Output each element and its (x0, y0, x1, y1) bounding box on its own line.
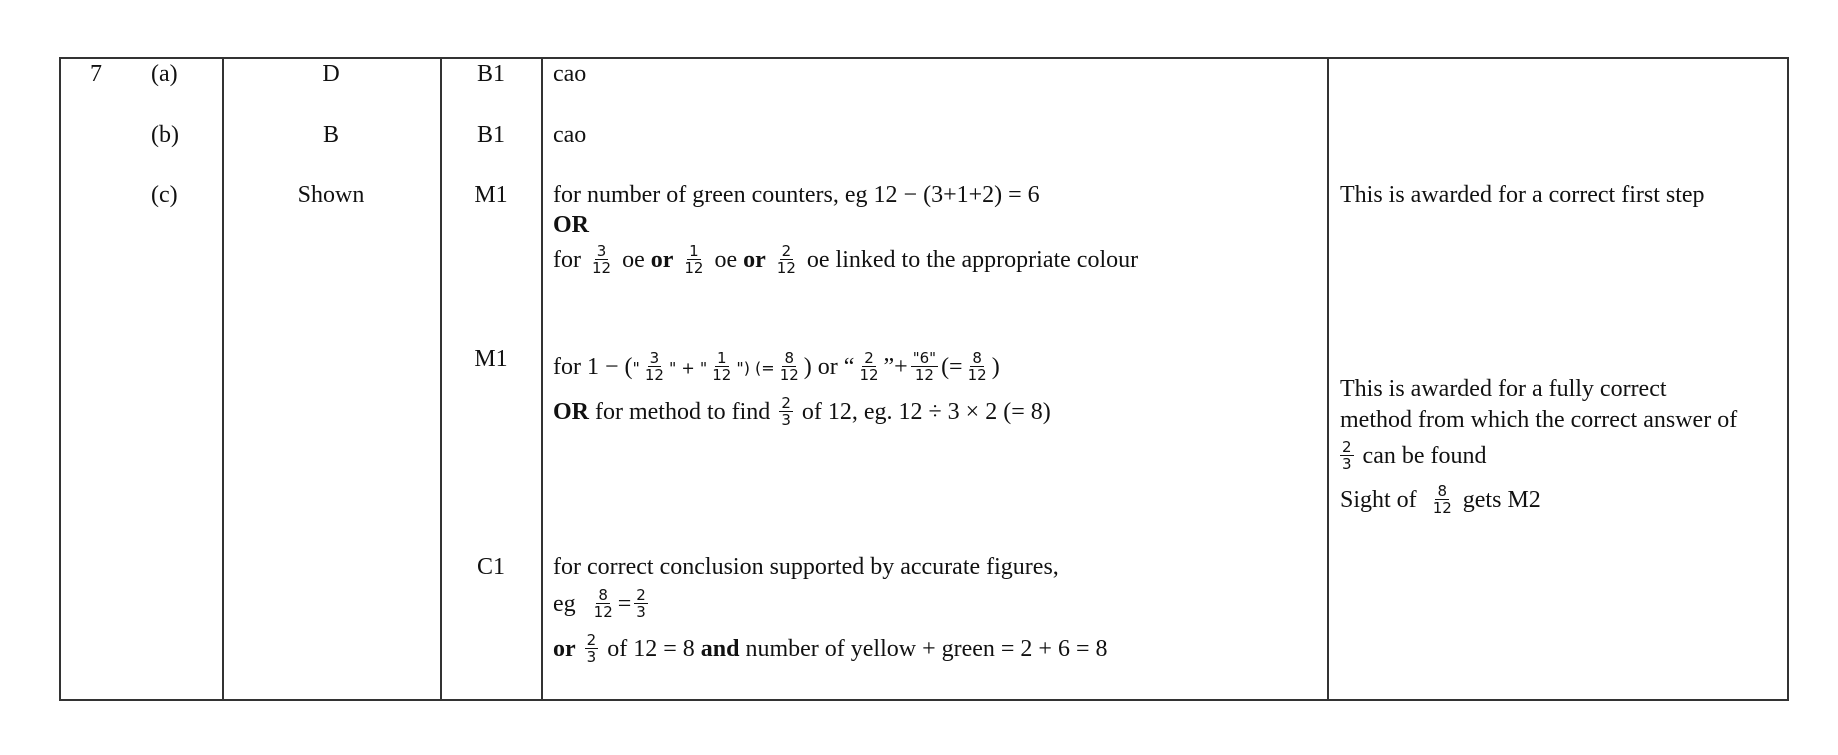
guidance-c-m2-line2 (553, 394, 1051, 430)
guidance-c-m1-line3 (553, 242, 1139, 278)
text-or: or (553, 636, 576, 663)
column-divider-3 (541, 57, 543, 701)
fraction: $\frac{3}{12}$ (644, 349, 664, 384)
column-divider-4 (1327, 57, 1329, 701)
mark-b: B1 (476, 122, 505, 148)
guidance-c-m2-line1 (553, 349, 1000, 385)
text-plus: ”+ (883, 354, 908, 381)
mark-c-m1-first: M1 (474, 182, 508, 208)
note-first-step: This is awarded for a correct first step (1340, 182, 1705, 208)
table-border-right (1787, 57, 1789, 701)
guidance-c-c1-line2 (553, 586, 651, 622)
mark-c-c1: C1 (476, 554, 505, 580)
guidance-c-c1-line1: for correct conclusion supported by accurate figures, (553, 554, 1059, 580)
text-close: ) (991, 354, 1000, 381)
text-equals: = (617, 591, 632, 618)
quote-close: ") (= (736, 358, 775, 378)
text-and: and (700, 636, 740, 663)
fraction-three-twelfths: $\frac{3}{12}$ (591, 242, 612, 277)
guidance-c-c1-line3 (553, 631, 1108, 667)
text-or: ) or “ (803, 354, 855, 381)
fraction: $\frac{8}{12}$ (967, 349, 987, 384)
fraction-two-thirds: $\frac{2}{3}$ (781, 394, 791, 429)
text-oe: oe (622, 247, 645, 274)
quote-plus-quote: " + " (668, 358, 708, 378)
table-border-top (59, 57, 1789, 59)
text-or: or (650, 247, 674, 274)
answer-b: B (322, 122, 339, 148)
text-sight: Sight of (1340, 487, 1417, 514)
text-gets: gets M2 (1462, 487, 1541, 514)
part-label-c: (c) (151, 182, 178, 208)
fraction-eight-twelfths: $\frac{8}{12}$ (1432, 482, 1452, 517)
text-tail: number of yellow + green = 2 + 6 = 8 (745, 636, 1108, 663)
fraction-two-thirds: $\frac{2}{3}$ (586, 631, 597, 666)
note-fully-correct-line3 (1340, 438, 1487, 474)
text-oe: oe (714, 247, 738, 274)
text-method: for method to find (595, 399, 771, 426)
fraction-two-twelfths: $\frac{2}{12}$ (776, 242, 796, 277)
part-label-a: (a) (151, 61, 178, 87)
guidance-c-m1-line1: for number of green counters, eg 12 − (3+1+2) = 6 (553, 182, 1040, 208)
table-border-left (59, 57, 61, 701)
fraction-two-thirds: $\frac{2}{3}$ (636, 586, 646, 621)
note-sight-of (1340, 482, 1541, 518)
guidance-a: cao (553, 61, 587, 87)
fraction: $\frac{8}{12}$ (779, 349, 799, 384)
column-divider-1 (222, 57, 224, 701)
fraction-eight-twelfths: $\frac{8}{12}$ (593, 586, 613, 621)
text-method-tail: of 12, eg. 12 ÷ 3 × 2 (= 8) (801, 399, 1051, 426)
question-number: 7 (90, 61, 102, 87)
quote: " (632, 358, 640, 378)
answer-c: Shown (297, 182, 365, 208)
mark-c-m1-second: M1 (474, 346, 508, 372)
table-border-bottom (59, 699, 1789, 701)
fraction: $\frac{1}{12}$ (712, 349, 732, 384)
text-tail: oe linked to the appropriate colour (806, 247, 1139, 274)
text-open: (= (941, 354, 963, 381)
fraction-two-thirds: $\frac{2}{3}$ (1342, 438, 1352, 473)
text-or: OR (553, 399, 589, 426)
text-eg: eg (553, 591, 576, 618)
fraction: $\frac{2}{12}$ (859, 349, 879, 384)
text-mid: of 12 = 8 (607, 636, 695, 663)
guidance-b: cao (553, 122, 587, 148)
fraction-one-twelfth: $\frac{1}{12}$ (684, 242, 704, 277)
guidance-c-m1-or: OR (553, 212, 589, 238)
note-fully-correct-line1: This is awarded for a fully correct (1340, 376, 1667, 402)
text-for: for (553, 247, 581, 274)
fraction: $\frac{"6"}{12}$ (912, 349, 937, 384)
part-label-b: (b) (151, 122, 179, 148)
note-fully-correct-line2: method from which the correct answer of (1340, 407, 1738, 433)
text-pre: for 1 − ( (553, 354, 633, 381)
column-divider-2 (440, 57, 442, 701)
text-or: or (743, 247, 766, 274)
text-found: can be found (1362, 443, 1487, 470)
mark-a: B1 (476, 61, 505, 87)
answer-a: D (322, 61, 340, 87)
